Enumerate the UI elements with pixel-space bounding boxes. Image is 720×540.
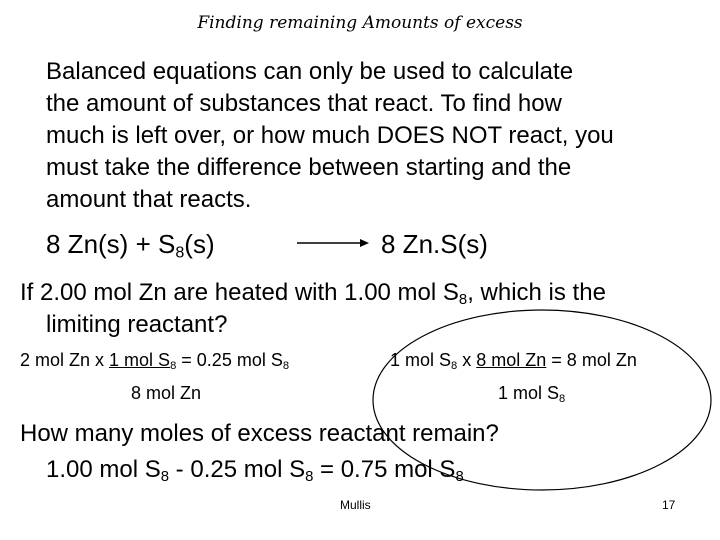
paragraph-line: much is left over, or how much DOES NOT react, you	[46, 122, 614, 149]
slide-title: Finding remaining Amounts of excess	[197, 13, 523, 33]
question-limiting-line1: If 2.00 mol Zn are heated with 1.00 mol $S_8$, which is the	[20, 279, 606, 309]
answer-line: 1.00 mol $S_8 - 0.25$ mol $S_8 = 0.75$ mol $S_8$	[46, 456, 464, 486]
equation-reactants: 8 $Zn(s) + S_8(s)$	[46, 229, 215, 262]
calc-left-denominator: 8 mol Zn	[131, 383, 202, 403]
footer-author: Mullis	[340, 498, 371, 512]
calc-left-top: 2 mol Zn x 1 mol $S_8 = 0.25$ mol $S_8$	[20, 350, 290, 373]
question-excess: How many moles of excess reactant remain?	[20, 420, 499, 447]
calc-right-numerator: 8 mol Zn	[476, 350, 547, 370]
calc-left-numerator: 1 mol $S_8$	[109, 350, 177, 373]
equation-product: 8 Zn.S(s)	[381, 229, 488, 259]
paragraph-line: the amount of substances that react. To find how	[46, 90, 562, 117]
paragraph-line: amount that reacts.	[46, 186, 252, 213]
calc-right-denominator: 1 mol $S_8$	[498, 383, 566, 406]
paragraph-line: Balanced equations can only be used to calculate	[46, 58, 574, 85]
slide-number: 17	[662, 498, 676, 512]
calc-right-top: 1 mol $S_8$ x 8 mol Zn = 8 mol Zn	[390, 350, 637, 373]
question-limiting-line2: limiting reactant?	[46, 311, 228, 338]
paragraph-line: must take the difference between starting and the	[46, 154, 572, 181]
